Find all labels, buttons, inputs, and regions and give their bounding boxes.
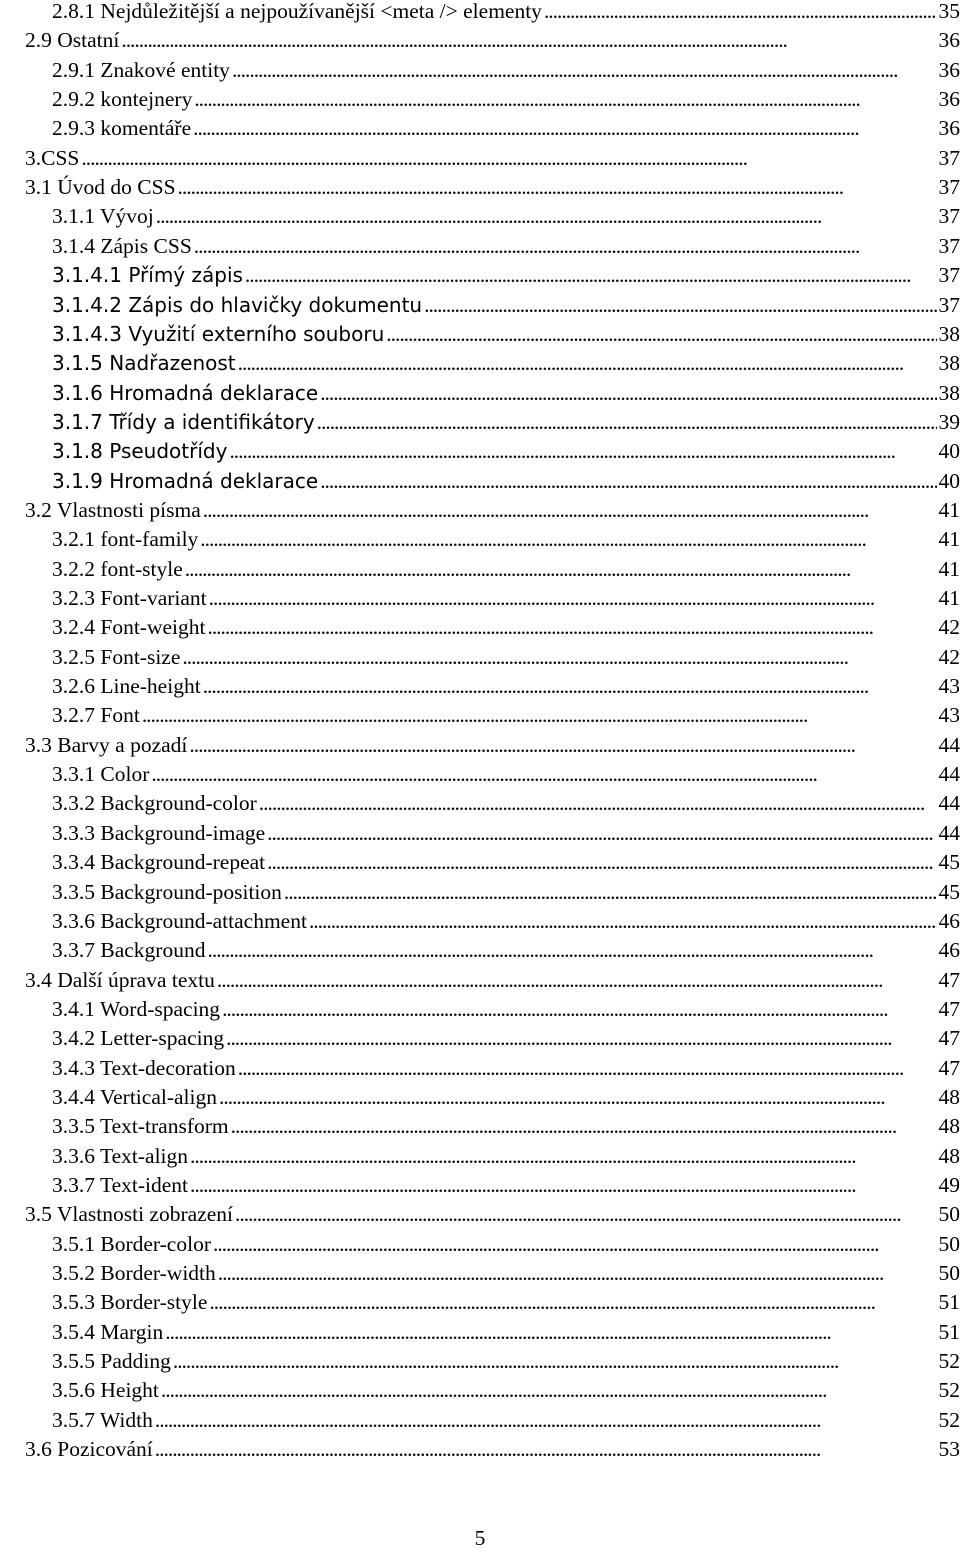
dot-leader [156,202,937,231]
toc-entry[interactable] [52,408,960,437]
toc-entry-page: 38 [939,320,960,349]
toc-entry-title: 3.5.7 Width [52,1406,153,1435]
toc-entry-page: 40 [939,467,960,496]
dot-leader [245,261,937,290]
toc-entry-title: 3.2.4 Font-weight [52,613,205,642]
toc-entry-page: 48 [939,1142,960,1171]
toc-entry[interactable] [52,232,960,261]
toc-entry-page: 50 [939,1259,960,1288]
toc-entry-title: 3.3.6 Background-attachment [52,907,307,936]
toc-entry[interactable] [52,114,960,143]
toc-entry-page: 45 [939,878,960,907]
toc-entry[interactable] [25,1435,960,1464]
dot-leader [386,320,936,349]
toc-entry-page: 49 [939,1171,960,1200]
toc-entry-title: 3.1.5 Nadřazenost [52,349,236,378]
toc-entry-page: 38 [939,349,960,378]
toc-entry-title: 3.1.4.3 Využití externího souboru [52,320,384,349]
dot-leader [317,408,937,437]
toc-entry-page: 53 [939,1435,960,1464]
toc-entry-title: 3.5.3 Border-style [52,1288,207,1317]
dot-leader [320,467,936,496]
toc-entry-page: 47 [939,995,960,1024]
toc-entry-title: 3.3 Barvy a pozadí [25,731,187,760]
dot-leader [309,907,937,936]
toc-entry-page: 46 [939,907,960,936]
dot-leader [267,848,936,877]
toc-entry-page: 36 [939,26,960,55]
dot-leader [193,114,936,143]
toc-entry[interactable] [52,848,960,877]
toc-entry-title: 3.1.4.1 Přímý zápis [52,261,243,290]
toc-entry-page: 43 [939,701,960,730]
toc-entry-title: 3.1.6 Hromadná deklarace [52,379,318,408]
toc-entry-title: 2.9.3 komentáře [52,114,191,143]
toc-entry-title: 3.3.2 Background-color [52,789,257,818]
dot-leader [209,584,937,613]
toc-entry-title: 3.2.1 font-family [52,525,198,554]
toc-entry-title: 3.2.7 Font [52,701,140,730]
toc-entry-page: 37 [939,261,960,290]
toc-entry-page: 44 [939,731,960,760]
dot-leader [213,1230,937,1259]
toc-entry[interactable] [52,1376,960,1405]
dot-leader [165,1318,936,1347]
toc-entry-title: 3.3.5 Background-position [52,878,282,907]
toc-entry-title: 3.3.4 Background-repeat [52,848,265,877]
toc-entry-page: 37 [939,291,960,320]
dot-leader [190,1171,936,1200]
toc-entry[interactable] [52,878,960,907]
toc-entry-title: 3.4.3 Text-decoration [52,1054,236,1083]
toc-entry-page: 41 [939,584,960,613]
toc-entry-title: 3.3.7 Background [52,936,205,965]
toc-entry-title: 3.3.3 Background-image [52,819,265,848]
dot-leader [544,0,937,26]
toc-entry[interactable] [52,1112,960,1141]
dot-leader [222,995,936,1024]
dot-leader [231,1112,937,1141]
toc-entry-page: 45 [939,848,960,877]
dot-leader [259,789,937,818]
toc-entry-title: 3.5.2 Border-width [52,1259,216,1288]
toc-entry[interactable] [52,1142,960,1171]
toc-entry-page: 41 [939,496,960,525]
toc-entry-page: 36 [939,85,960,114]
toc-entry-page: 38 [939,379,960,408]
toc-entry[interactable] [52,1054,960,1083]
dot-leader [219,1083,937,1112]
toc-entry[interactable] [52,0,960,26]
toc-entry-page: 44 [939,819,960,848]
toc-entry[interactable] [25,496,960,525]
toc-entry-page: 41 [939,525,960,554]
toc-entry-title: 3.3.7 Text-ident [52,1171,188,1200]
toc-entry-title: 3.5.6 Height [52,1376,159,1405]
dot-leader [155,1406,937,1435]
dot-leader [151,760,936,789]
dot-leader [267,819,936,848]
toc-entry-page: 47 [939,1024,960,1053]
toc-entry-page: 36 [939,56,960,85]
toc-entry[interactable] [25,144,960,173]
toc-entry[interactable] [52,1024,960,1053]
toc-entry-page: 35 [939,0,960,26]
toc-entry-title: 3.1.4.2 Zápis do hlavičky dokumentu [52,291,422,320]
toc-entry[interactable] [52,437,960,466]
toc-entry-title: 3.5 Vlastnosti zobrazení [25,1200,233,1229]
toc-entry-title: 3.CSS [25,144,79,173]
dot-leader [161,1376,937,1405]
toc-entry-title: 3.2.6 Line-height [52,672,201,701]
toc-entry-page: 51 [939,1288,960,1317]
toc-entry[interactable] [25,966,960,995]
toc-entry-title: 3.3.5 Text-transform [52,1112,229,1141]
toc-entry-page: 50 [939,1200,960,1229]
toc-entry[interactable] [52,936,960,965]
page-number: 5 [0,1524,960,1553]
dot-leader [320,379,936,408]
toc-entry-page: 37 [939,173,960,202]
toc-entry[interactable] [25,173,960,202]
toc-entry-page: 48 [939,1083,960,1112]
toc-entry-title: 3.1.1 Vývoj [52,202,154,231]
toc-entry-page: 47 [939,966,960,995]
dot-leader [142,701,937,730]
toc-entry[interactable] [52,1406,960,1435]
toc-entry-title: 3.5.5 Padding [52,1347,171,1376]
toc-entry[interactable] [52,85,960,114]
dot-leader [424,291,936,320]
toc-entry[interactable] [52,1259,960,1288]
dot-leader [194,232,937,261]
toc-entry-title: 3.3.6 Text-align [52,1142,188,1171]
toc-entry-title: 2.9 Ostatní [25,26,119,55]
toc-entry[interactable] [25,26,960,55]
toc-entry[interactable] [52,379,960,408]
toc-entry[interactable] [52,789,960,818]
toc-entry-title: 2.8.1 Nejdůležitější a nejpoužívanější <meta /> elementy [52,0,542,26]
toc-entry[interactable] [52,1318,960,1347]
dot-leader [209,1288,936,1317]
toc-entry-page: 37 [939,202,960,231]
dot-leader [155,1435,937,1464]
toc-entry-title: 3.2 Vlastnosti písma [25,496,201,525]
dot-leader [200,525,936,554]
toc-entry-title: 3.4.2 Letter-spacing [52,1024,224,1053]
toc-entry-title: 3.1 Úvod do CSS [25,173,176,202]
dot-leader [81,144,936,173]
toc-entry[interactable] [52,819,960,848]
toc-entry[interactable] [25,731,960,760]
toc-entry-page: 46 [939,936,960,965]
toc-entry-title: 3.4.1 Word-spacing [52,995,220,1024]
toc-entry[interactable] [52,1230,960,1259]
dot-leader [173,1347,937,1376]
toc-entry-page: 40 [939,437,960,466]
dot-leader [229,437,936,466]
toc-entry-page: 42 [939,643,960,672]
dot-leader [235,1200,937,1229]
toc-entry[interactable] [52,1288,960,1317]
toc-entry-title: 3.4.4 Vertical-align [52,1083,217,1112]
toc-entry[interactable] [52,555,960,584]
dot-leader [121,26,936,55]
toc-entry[interactable] [52,1083,960,1112]
dot-leader [185,555,937,584]
dot-leader [217,966,937,995]
dot-leader [284,878,937,907]
toc-entry-title: 3.1.9 Hromadná deklarace [52,467,318,496]
dot-leader [189,731,936,760]
toc-entry[interactable] [52,760,960,789]
dot-leader [207,936,936,965]
toc-entry-page: 48 [939,1112,960,1141]
toc-entry-title: 3.1.4 Zápis CSS [52,232,192,261]
toc-entry[interactable] [52,672,960,701]
dot-leader [190,1142,936,1171]
toc-entry-page: 41 [939,555,960,584]
toc-entry-title: 3.5.1 Border-color [52,1230,211,1259]
toc-entry[interactable] [52,467,960,496]
dot-leader [203,672,937,701]
toc-entry[interactable] [52,261,960,290]
toc-entry-page: 43 [939,672,960,701]
toc-entry-page: 51 [939,1318,960,1347]
toc-entry-page: 52 [939,1406,960,1435]
toc-entry-page: 47 [939,1054,960,1083]
toc-entry[interactable] [52,525,960,554]
toc-entry-page: 36 [939,114,960,143]
dot-leader [207,613,936,642]
dot-leader [203,496,937,525]
toc-entry[interactable] [52,56,960,85]
toc-entry[interactable] [52,202,960,231]
toc-entry[interactable] [52,613,960,642]
toc-entry-page: 52 [939,1376,960,1405]
toc-entry[interactable] [52,349,960,378]
dot-leader [238,1054,937,1083]
dot-leader [226,1024,936,1053]
toc-entry-title: 3.3.1 Color [52,760,149,789]
toc-entry-title: 3.1.8 Pseudotřídy [52,437,227,466]
toc-entry-title: 3.2.5 Font-size [52,643,180,672]
toc-entry-page: 39 [939,408,960,437]
toc-entry-page: 42 [939,613,960,642]
toc-entry-title: 3.6 Pozicování [25,1435,153,1464]
toc-entry[interactable] [52,320,960,349]
dot-leader [194,85,936,114]
toc-entry[interactable] [52,907,960,936]
toc-entry-page: 37 [939,144,960,173]
toc-entry[interactable] [52,291,960,320]
dot-leader [178,173,937,202]
toc-entry[interactable] [52,1347,960,1376]
dot-leader [232,56,937,85]
toc-entry-title: 2.9.2 kontejnery [52,85,192,114]
toc-entry-page: 52 [939,1347,960,1376]
toc-entry-page: 50 [939,1230,960,1259]
dot-leader [182,643,936,672]
toc-entry[interactable] [52,1171,960,1200]
toc-entry-title: 3.5.4 Margin [52,1318,163,1347]
toc-entry-title: 3.2.2 font-style [52,555,183,584]
toc-entry-title: 3.2.3 Font-variant [52,584,207,613]
toc-entry[interactable] [52,995,960,1024]
toc-entry[interactable] [52,643,960,672]
toc-entry-page: 37 [939,232,960,261]
toc-entry[interactable] [52,701,960,730]
toc-entry-title: 3.1.7 Třídy a identifikátory [52,408,315,437]
toc-entry[interactable] [25,1200,960,1229]
dot-leader [218,1259,937,1288]
dot-leader [238,349,937,378]
toc-entry-page: 44 [939,789,960,818]
toc-entry[interactable] [52,584,960,613]
toc-entry-page: 44 [939,760,960,789]
toc-entry-title: 2.9.1 Znakové entity [52,56,230,85]
toc-entry-title: 3.4 Další úprava textu [25,966,215,995]
